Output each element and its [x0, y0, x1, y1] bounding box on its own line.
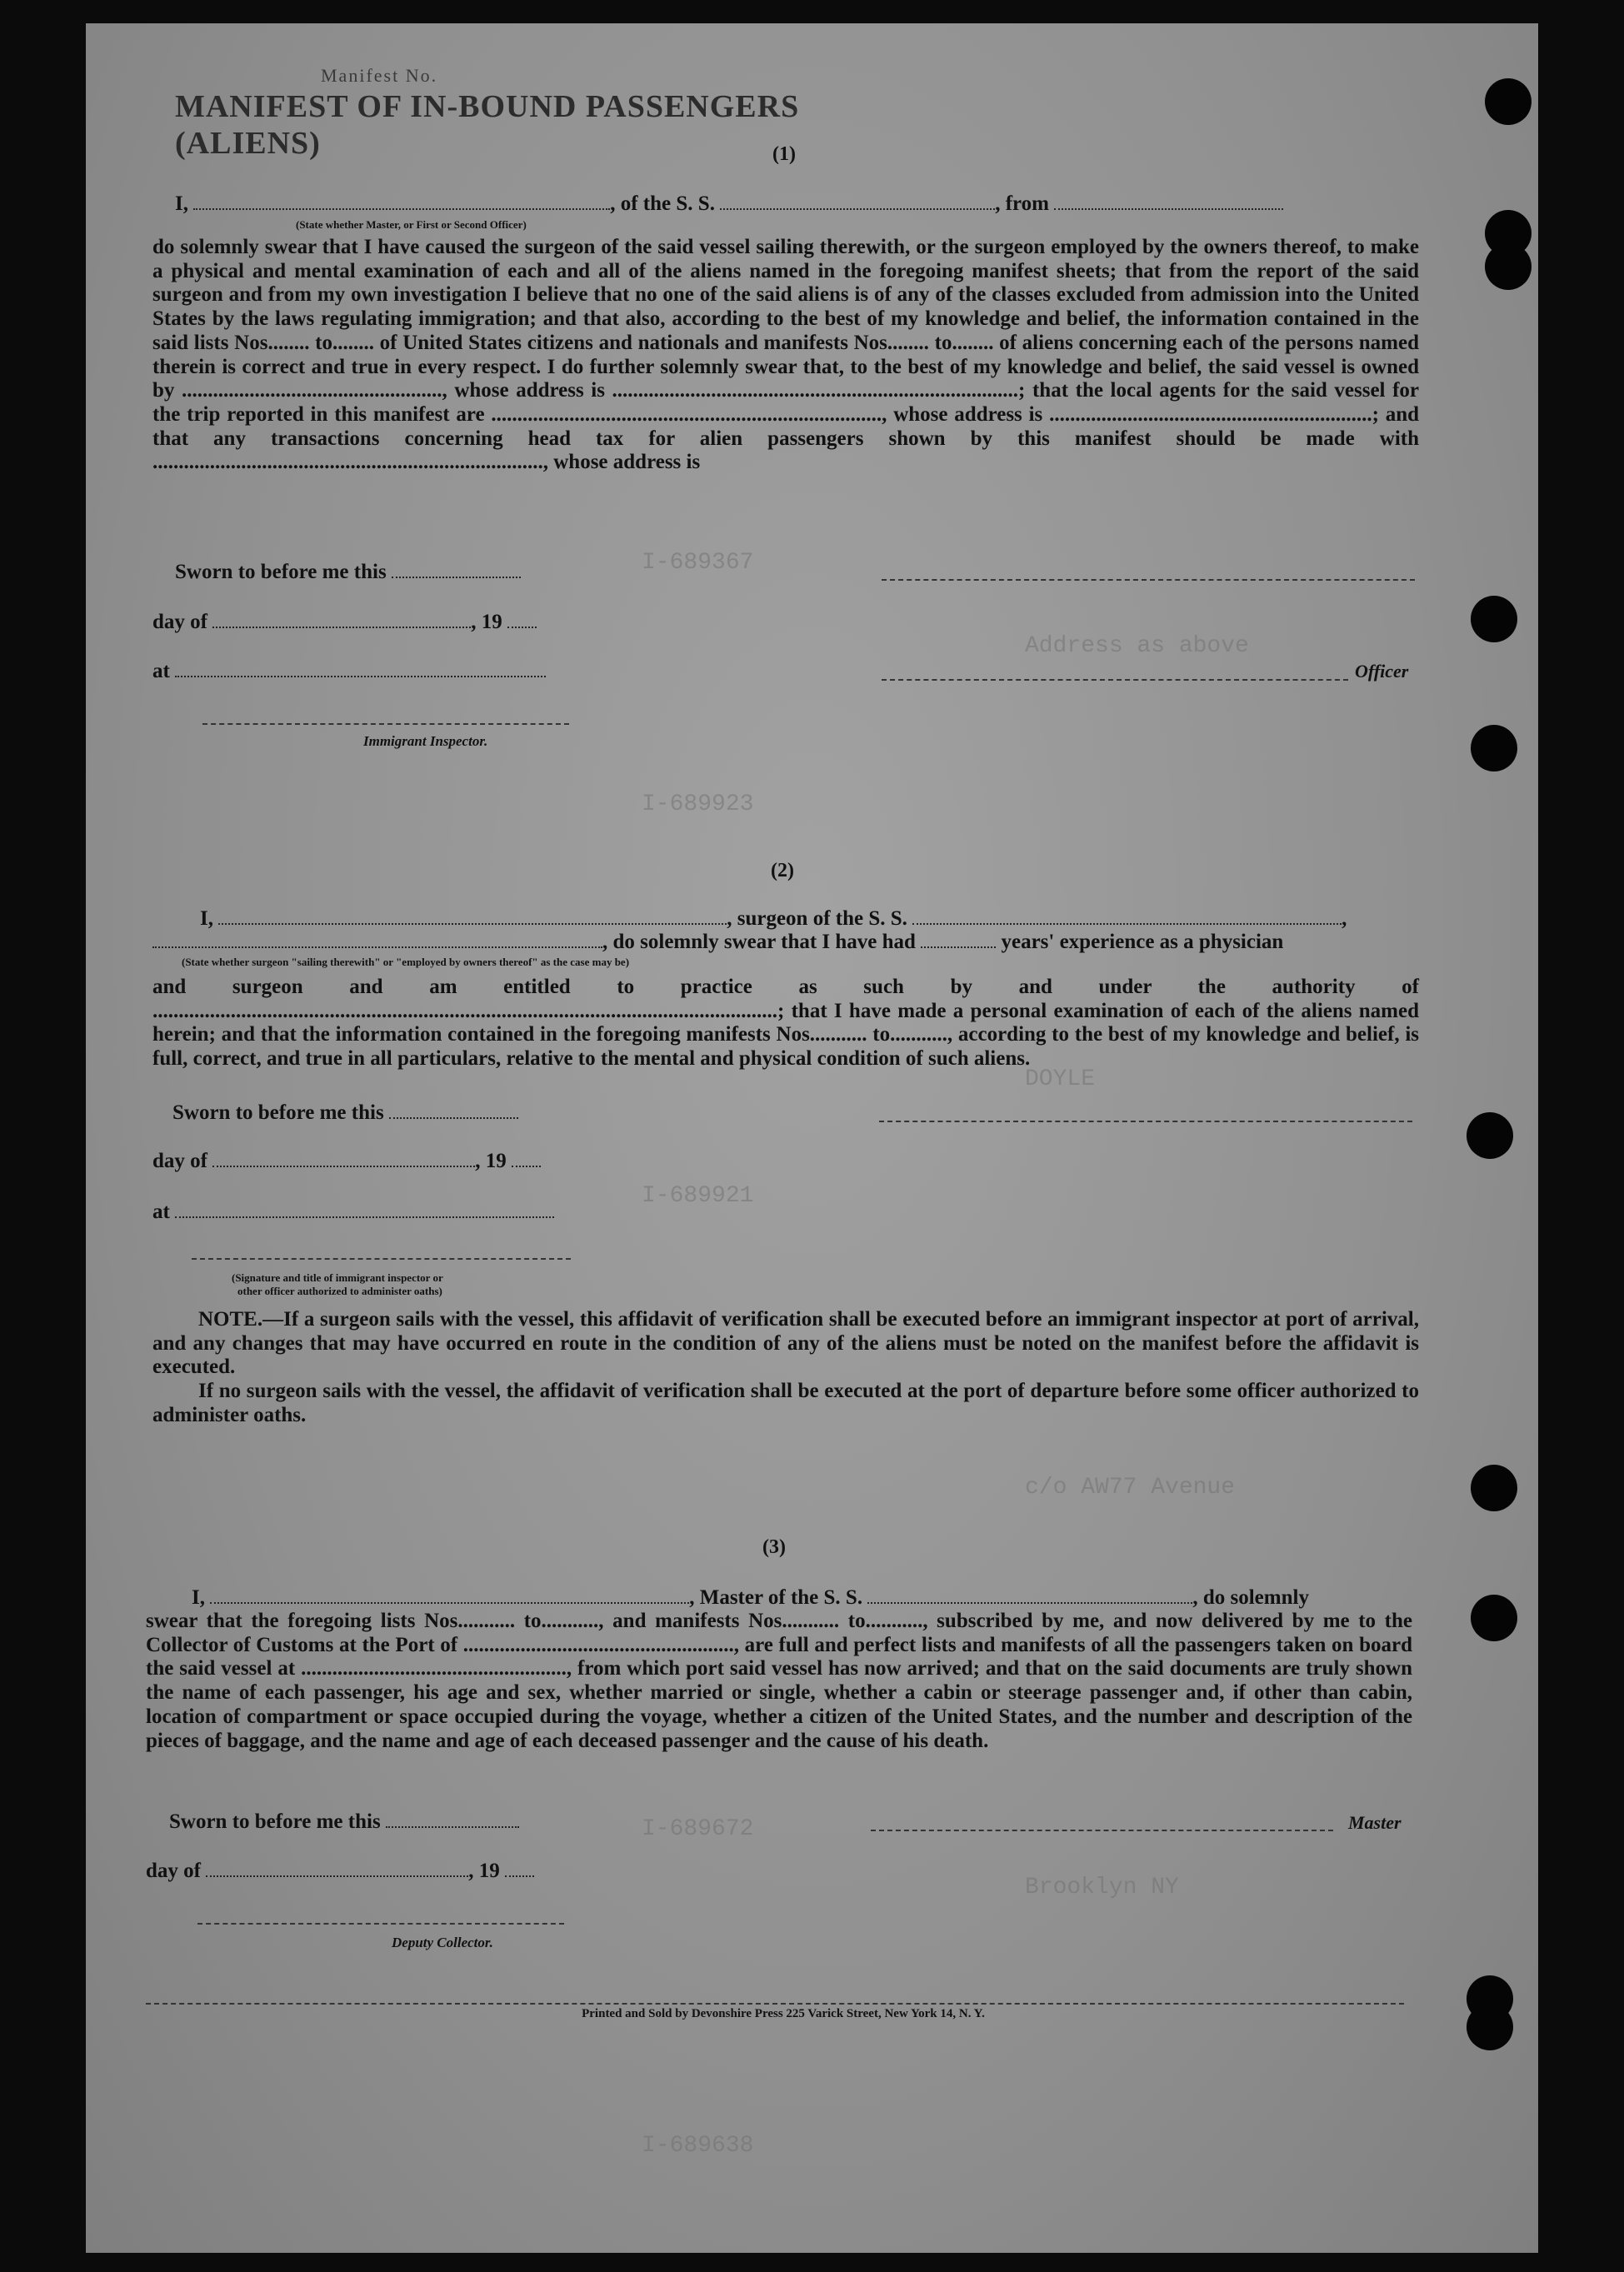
section-3-master-line: I, , Master of the S. S. , do solemnly — [192, 1586, 1309, 1609]
bleed-through-texture: I-689672 — [642, 1816, 754, 1842]
immigrant-inspector-label: Immigrant Inspector. — [363, 733, 488, 749]
binder-hole — [1485, 243, 1532, 290]
section-1-officer-caption: (State whether Master, or First or Second Officer) — [296, 218, 527, 231]
section-1-master-line — [175, 192, 1283, 216]
section-3-number: (3) — [762, 1536, 786, 1558]
binder-hole — [1485, 78, 1532, 125]
i-label: I, — [175, 192, 188, 215]
section-1-at-line: at — [152, 660, 546, 683]
section-2-oath-paragraph: and surgeon and am entitled to practice as such by and under the authority of ........................................................................................................................; that I have made a personal examination of each of the aliens named herein; and that the information contained in the foregoing manifests Nos........... to..........., according to the best of my knowledge and belief, is full, correct, and true in all particulars, relative to the mental and physical condition of such aliens. — [152, 976, 1419, 1071]
section-3-oath-paragraph: swear that the foregoing lists Nos........... to..........., and manifests Nos........... to..........., subscribed by me, and now delivered by me to the Collector of Customs at the Port of ...................................................., are full and perfect lists and manifests of all the passengers taken on board the said vessel at ..................................................., from which port said vessel has now arrived; and that on the said documents are truly shown the name of each passenger, his age and sex, whether married or single, whether a cabin or steerage passenger and, if other than cabin, location of compartment or space occupied during the voyage, whether a citizen of the United States, and the number and description of the pieces of baggage, and the name and age of each deceased passenger and the cause of his death. — [146, 1610, 1412, 1752]
printer-imprint: Printed and Sold by Devonshire Press 225 Varick Street, New York 14, N. Y. — [582, 2007, 985, 2020]
officer-label: Officer — [1355, 661, 1409, 682]
bleed-through-texture: Brooklyn NY — [1025, 1875, 1179, 1900]
signature-caption-2: other officer authorized to administer oaths) — [237, 1285, 442, 1297]
inspector-signature-line — [202, 723, 569, 725]
section-1-number: (1) — [772, 143, 796, 165]
section-2-at-line: at — [152, 1201, 554, 1224]
of-ss-label: , of the S. S. — [610, 192, 715, 215]
bleed-through-texture: Address as above — [1025, 633, 1249, 659]
note-no-surgeon: If no surgeon sails with the vessel, the affidavit of verification shall be executed at the port of departure before some officer authorized to administer oaths. — [152, 1380, 1419, 1426]
section-2-surgeon-line: I, , surgeon of the S. S. , — [200, 907, 1347, 930]
manifest-title: MANIFEST OF IN-BOUND PASSENGERS (ALIENS) — [175, 89, 800, 161]
manifest-header — [175, 65, 833, 161]
deputy-signature-line — [197, 1923, 564, 1925]
section-2-experience-line: , do solemnly swear that I have had years' experience as a physician — [152, 931, 1283, 954]
binder-hole — [1471, 725, 1517, 771]
section-2-number: (2) — [771, 860, 794, 881]
master-label: Master — [1348, 1812, 1402, 1833]
master-signature-line — [871, 1830, 1333, 1831]
binder-hole — [1471, 1595, 1517, 1641]
signature-caption-1: (Signature and title of immigrant inspector or — [232, 1271, 443, 1284]
section-1-oath-paragraph: do solemnly swear that I have caused the surgeon of the said vessel sailing therewith, or the surgeon employed by the owners thereof, to make a physical and mental examination of each and all of the aliens named in the foregoing manifest sheets; that from the report of the said surgeon and from my own investigation I believe that no one of the said aliens is of any of the classes excluded from admission into the United States by the laws regulating immigration; and that also, according to the best of my knowledge and belief, the information contained in the said lists Nos........ to........ of United States citizens and nationals and manifests Nos........ to........ of aliens concerning each of the persons named therein is correct and true in every respect. I do further solemnly swear that, to the best of my knowledge and belief, the said vessel is owned by .................................................., whose address is ..............................................................................; that the local agents for the said vessel for the trip reported in this manifest are ..........................................................................., whose address is ..............................................................; and that any transactions concerning head tax for alien passengers shown by this manifest should be made with ..........................................................................., whose address is — [152, 236, 1419, 474]
binder-hole — [1467, 2004, 1513, 2050]
section-3-day-line: day of , 19 — [146, 1860, 534, 1883]
inspector-signature-line — [192, 1258, 571, 1260]
deputy-collector-label: Deputy Collector. — [392, 1935, 493, 1950]
manifest-number-label: Manifest No. — [321, 65, 438, 86]
binder-hole — [1471, 596, 1517, 642]
section-1-sworn-line: Sworn to before me this — [175, 561, 521, 584]
bleed-through-texture: I-689638 — [642, 2133, 754, 2159]
section-1-day-line: day of , 19 — [152, 611, 537, 634]
section-3-sworn-line: Sworn to before me this — [169, 1810, 519, 1834]
bleed-through-texture: I-689367 — [642, 550, 754, 576]
bleed-through-texture: DOYLE — [1025, 1066, 1096, 1092]
bleed-through-texture: I-689921 — [642, 1183, 754, 1209]
section-2-day-line: day of , 19 — [152, 1150, 541, 1173]
signature-line — [882, 579, 1415, 581]
bleed-through-texture: I-689923 — [642, 791, 754, 817]
from-label: , from — [995, 192, 1049, 215]
bleed-through-texture: c/o AW77 Avenue — [1025, 1475, 1236, 1501]
officer-signature-line — [882, 679, 1348, 681]
note-surgeon-sails: NOTE.—If a surgeon sails with the vessel, this affidavit of verification shall be executed before an immigrant inspector at port of arrival, and any changes that may have occurred en route in the condition of any of the aliens must be noted on the manifest before the affidavit is executed. — [152, 1308, 1419, 1379]
signature-line — [879, 1121, 1412, 1122]
section-2-caption: (State whether surgeon "sailing therewith" or "employed by owners thereof" as the case may be) — [182, 956, 630, 968]
binder-hole — [1467, 1112, 1513, 1159]
footer-rule — [146, 2003, 1404, 2005]
section-2-sworn-line: Sworn to before me this — [172, 1101, 518, 1125]
binder-hole — [1471, 1465, 1517, 1511]
